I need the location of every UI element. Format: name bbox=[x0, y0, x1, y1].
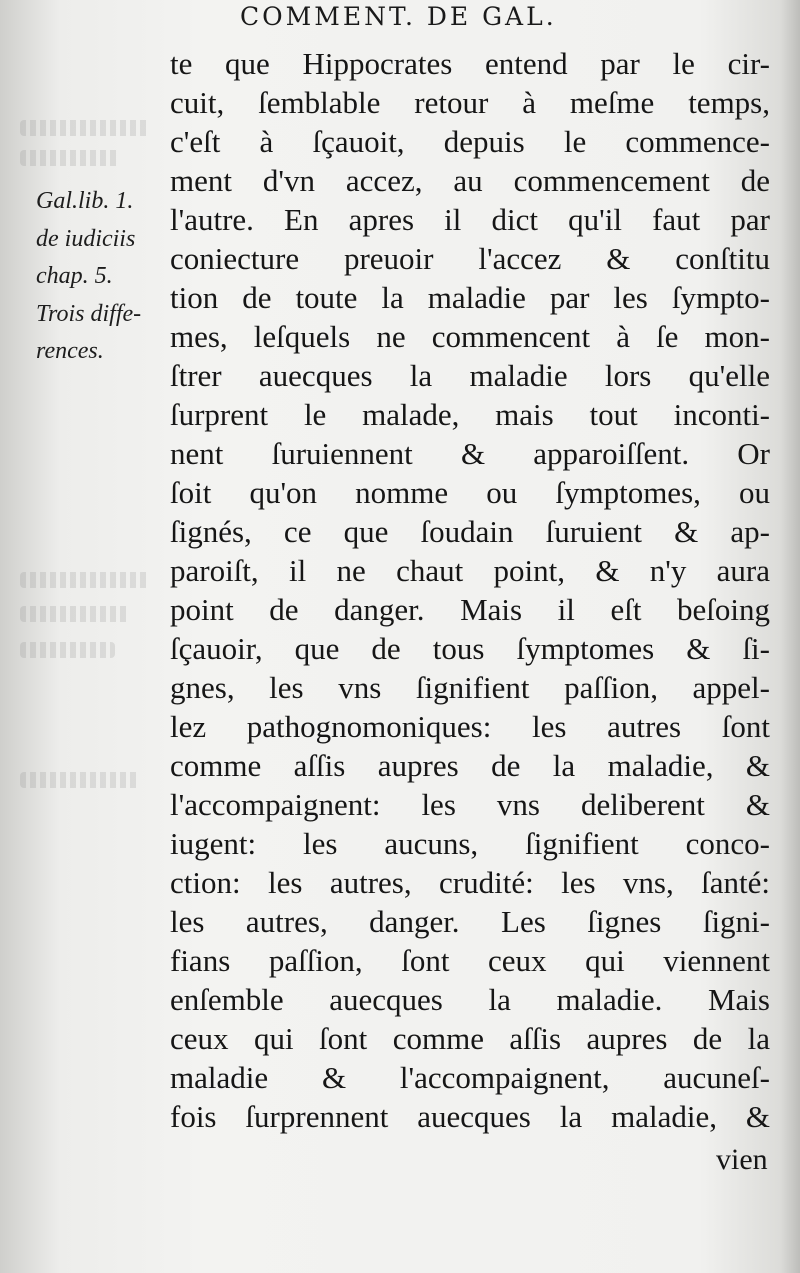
text-line: cuit, ſemblable retour à meſme temps, bbox=[170, 85, 770, 120]
bleed-through-mark bbox=[20, 772, 140, 788]
text-line: gnes, les vns ſignifient paſſion, appel- bbox=[170, 670, 770, 705]
text-line: point de danger. Mais il eſt beſoing bbox=[170, 592, 770, 627]
text-line: tion de toute la maladie par les ſympto- bbox=[170, 280, 770, 315]
catchword: vien bbox=[716, 1143, 768, 1176]
text-line: fians paſſion, ſont ceux qui viennent bbox=[170, 943, 770, 978]
text-line: l'accompaignent: les vns deliberent & bbox=[170, 787, 770, 822]
text-line: lez pathognomoniques: les autres ſont bbox=[170, 709, 770, 744]
text-line: les autres, danger. Les ſignes ſigni- bbox=[170, 904, 770, 939]
text-line: mes, leſquels ne commencent à ſe mon- bbox=[170, 319, 770, 354]
text-line: te que Hippocrates entend par le cir- bbox=[170, 46, 770, 81]
text-line: l'autre. En apres il dict qu'il faut par bbox=[170, 202, 770, 237]
bleed-through-mark bbox=[20, 642, 115, 658]
text-line: ſoit qu'on nomme ou ſymptomes, ou bbox=[170, 475, 770, 510]
text-line: ſçauoir, que de tous ſymptomes & ſi- bbox=[170, 631, 770, 666]
text-line: comme aſſis aupres de la maladie, & bbox=[170, 748, 770, 783]
marginal-note: de iudiciis bbox=[36, 225, 136, 252]
text-line: paroiſt, il ne chaut point, & n'y aura bbox=[170, 553, 770, 588]
text-line: ction: les autres, crudité: les vns, ſanté: bbox=[170, 865, 770, 900]
text-line: ment d'vn accez, au commencement de bbox=[170, 163, 770, 198]
text-line: ſtrer auecques la maladie lors qu'elle bbox=[170, 358, 770, 393]
text-line: maladie & l'accompaignent, aucuneſ- bbox=[170, 1060, 770, 1095]
bleed-through-mark bbox=[20, 606, 130, 622]
text-line: ſignés, ce que ſoudain ſuruient & ap- bbox=[170, 514, 770, 549]
text-line: coniecture preuoir l'accez & conſtitu bbox=[170, 241, 770, 276]
text-line: ſurprent le malade, mais tout inconti- bbox=[170, 397, 770, 432]
marginal-note: rences. bbox=[36, 338, 104, 364]
marginal-notes bbox=[36, 183, 176, 371]
text-line: iugent: les aucuns, ſignifient conco- bbox=[170, 826, 770, 861]
text-line: ceux qui ſont comme aſſis aupres de la bbox=[170, 1021, 770, 1056]
bleed-through-mark bbox=[20, 150, 120, 166]
marginal-note: chap. 5. bbox=[36, 263, 113, 289]
text-line: nent ſuruiennent & apparoiſſent. Or bbox=[170, 436, 770, 471]
text-line: enſemble auecques la maladie. Mais bbox=[170, 982, 770, 1017]
marginal-note: Trois diffe- bbox=[36, 300, 142, 327]
marginal-note: Gal.lib. 1. bbox=[36, 188, 134, 214]
running-head: COMMENT. DE GAL. bbox=[240, 2, 557, 31]
text-line: c'eſt à ſçauoit, depuis le commence- bbox=[170, 124, 770, 159]
body-text bbox=[170, 44, 770, 1136]
bleed-through-mark bbox=[20, 120, 150, 136]
text-line: fois ſurprennent auecques la maladie, & bbox=[170, 1099, 770, 1134]
bleed-through-mark bbox=[20, 572, 150, 588]
